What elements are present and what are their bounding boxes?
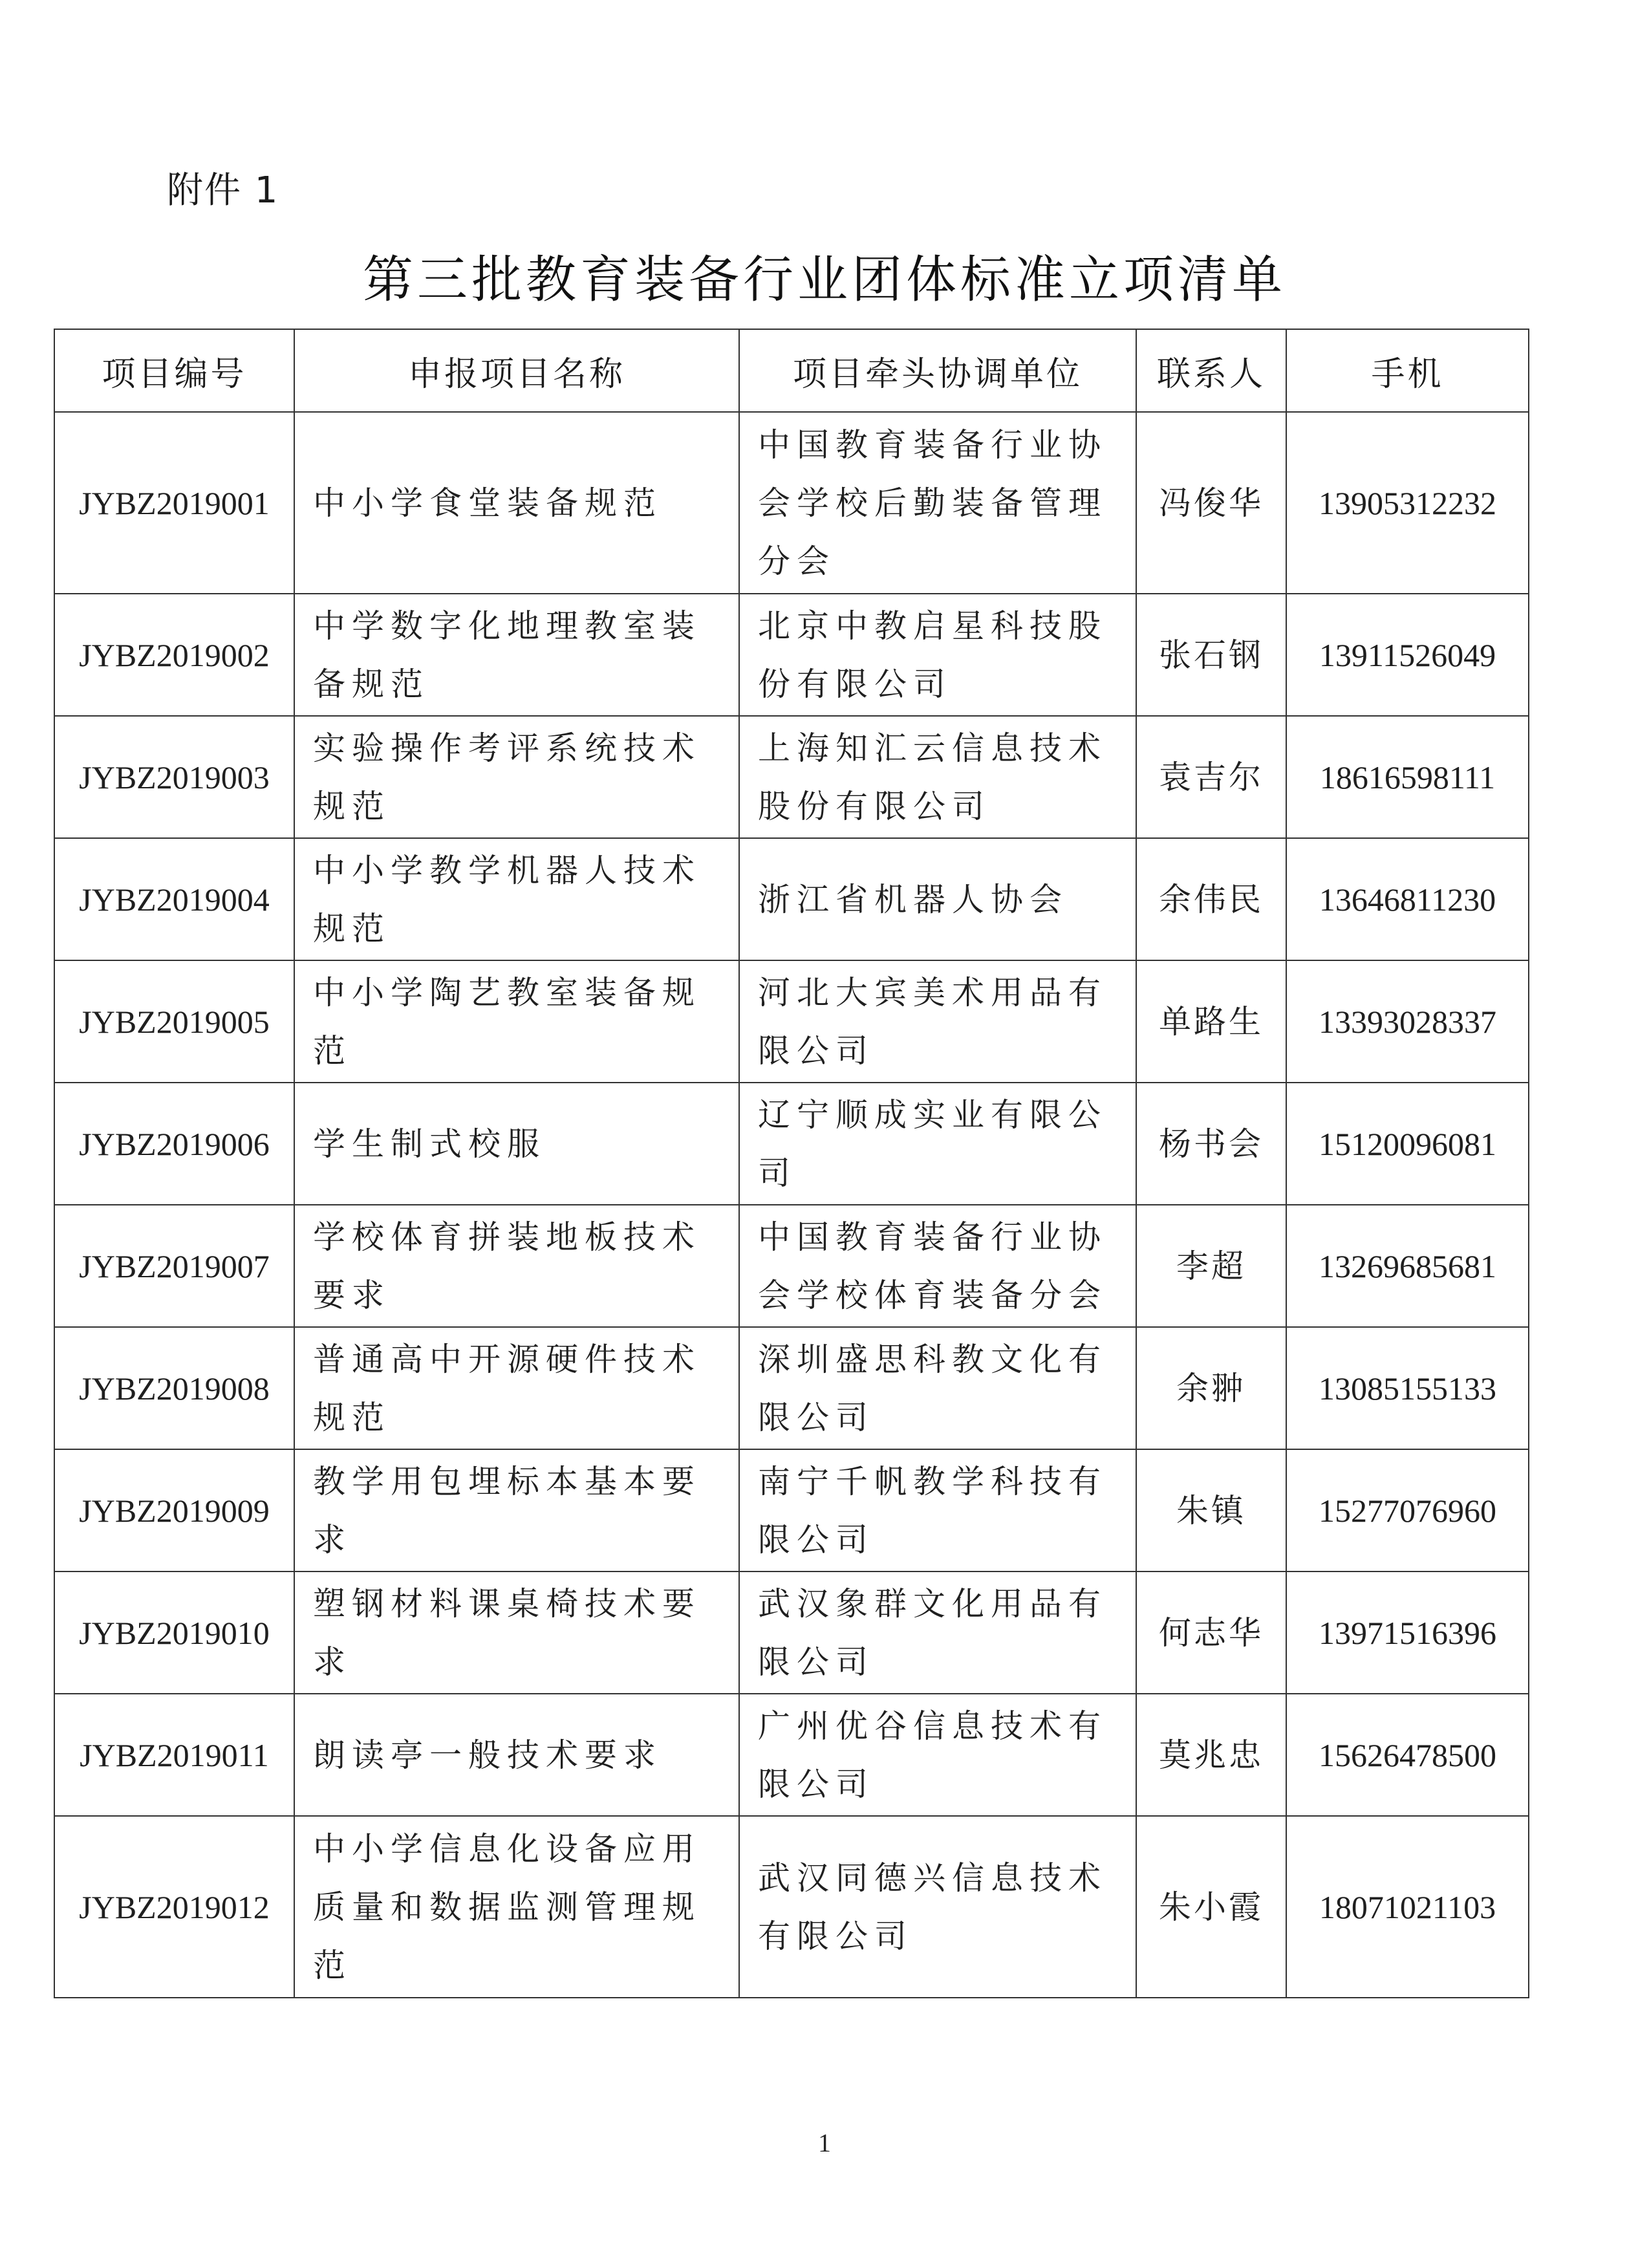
- header-lead-unit: 项目牵头协调单位: [739, 329, 1136, 412]
- project-name: 学校体育拼装地板技术要求: [294, 1205, 739, 1327]
- attachment-label: 附件 1: [167, 169, 279, 211]
- table-row: [54, 716, 1529, 838]
- header-project-name: 申报项目名称: [294, 329, 739, 412]
- lead-unit: 上海知汇云信息技术股份有限公司: [739, 716, 1136, 838]
- table-row: [54, 594, 1529, 716]
- project-name: 教学用包埋标本基本要求: [294, 1449, 739, 1571]
- contact-person: 莫兆忠: [1136, 1694, 1286, 1816]
- phone-number: 13911526049: [1286, 594, 1529, 716]
- contact-person: 单路生: [1136, 960, 1286, 1083]
- table-row: [54, 412, 1529, 594]
- contact-person: 杨书会: [1136, 1083, 1286, 1205]
- page-title: 第三批教育装备行业团体标准立项清单: [362, 251, 1286, 309]
- phone-number: 15277076960: [1286, 1449, 1529, 1571]
- project-name: 中小学信息化设备应用质量和数据监测管理规范: [294, 1816, 739, 1998]
- phone-number: 18071021103: [1286, 1816, 1529, 1998]
- phone-number: 13905312232: [1286, 412, 1529, 594]
- table-header-row: [54, 329, 1529, 412]
- project-id: JYBZ2019002: [54, 594, 294, 716]
- project-id: JYBZ2019011: [54, 1694, 294, 1816]
- project-id: JYBZ2019004: [54, 838, 294, 960]
- project-name: 中小学陶艺教室装备规范: [294, 960, 739, 1083]
- project-id: JYBZ2019010: [54, 1571, 294, 1694]
- lead-unit: 浙江省机器人协会: [739, 838, 1136, 960]
- project-id: JYBZ2019005: [54, 960, 294, 1083]
- project-id: JYBZ2019009: [54, 1449, 294, 1571]
- project-name: 中小学食堂装备规范: [294, 412, 739, 594]
- project-name: 中小学教学机器人技术规范: [294, 838, 739, 960]
- lead-unit: 武汉同德兴信息技术有限公司: [739, 1816, 1136, 1998]
- phone-number: 18616598111: [1286, 716, 1529, 838]
- page-number: 1: [818, 2128, 831, 2157]
- lead-unit: 武汉象群文化用品有限公司: [739, 1571, 1136, 1694]
- project-table: [54, 329, 1529, 1998]
- header-contact: 联系人: [1136, 329, 1286, 412]
- lead-unit: 北京中教启星科技股份有限公司: [739, 594, 1136, 716]
- project-id: JYBZ2019007: [54, 1205, 294, 1327]
- project-name: 普通高中开源硬件技术规范: [294, 1327, 739, 1449]
- contact-person: 余伟民: [1136, 838, 1286, 960]
- phone-number: 13085155133: [1286, 1327, 1529, 1449]
- header-project-id: 项目编号: [54, 329, 294, 412]
- project-id: JYBZ2019001: [54, 412, 294, 594]
- table-row: [54, 1327, 1529, 1449]
- table-row: [54, 1205, 1529, 1327]
- lead-unit: 中国教育装备行业协会学校体育装备分会: [739, 1205, 1136, 1327]
- lead-unit: 河北大宾美术用品有限公司: [739, 960, 1136, 1083]
- phone-number: 13971516396: [1286, 1571, 1529, 1694]
- lead-unit: 中国教育装备行业协会学校后勤装备管理分会: [739, 412, 1136, 594]
- header-phone: 手机: [1286, 329, 1529, 412]
- table-row: [54, 1449, 1529, 1571]
- project-name: 朗读亭一般技术要求: [294, 1694, 739, 1816]
- phone-number: 15120096081: [1286, 1083, 1529, 1205]
- table-row: [54, 838, 1529, 960]
- phone-number: 13269685681: [1286, 1205, 1529, 1327]
- table-row: [54, 1694, 1529, 1816]
- lead-unit: 深圳盛思科教文化有限公司: [739, 1327, 1136, 1449]
- project-id: JYBZ2019003: [54, 716, 294, 838]
- table-row: [54, 960, 1529, 1083]
- project-name: 中学数字化地理教室装备规范: [294, 594, 739, 716]
- project-name: 塑钢材料课桌椅技术要求: [294, 1571, 739, 1694]
- contact-person: 冯俊华: [1136, 412, 1286, 594]
- contact-person: 余翀: [1136, 1327, 1286, 1449]
- phone-number: 15626478500: [1286, 1694, 1529, 1816]
- project-id: JYBZ2019008: [54, 1327, 294, 1449]
- lead-unit: 广州优谷信息技术有限公司: [739, 1694, 1136, 1816]
- table-row: [54, 1816, 1529, 1998]
- phone-number: 13393028337: [1286, 960, 1529, 1083]
- contact-person: 张石钢: [1136, 594, 1286, 716]
- contact-person: 朱小霞: [1136, 1816, 1286, 1998]
- lead-unit: 辽宁顺成实业有限公司: [739, 1083, 1136, 1205]
- phone-number: 13646811230: [1286, 838, 1529, 960]
- table-row: [54, 1571, 1529, 1694]
- project-id: JYBZ2019006: [54, 1083, 294, 1205]
- project-name: 学生制式校服: [294, 1083, 739, 1205]
- contact-person: 李超: [1136, 1205, 1286, 1327]
- project-id: JYBZ2019012: [54, 1816, 294, 1998]
- project-name: 实验操作考评系统技术规范: [294, 716, 739, 838]
- table-row: [54, 1083, 1529, 1205]
- lead-unit: 南宁千帆教学科技有限公司: [739, 1449, 1136, 1571]
- contact-person: 袁吉尔: [1136, 716, 1286, 838]
- contact-person: 朱镇: [1136, 1449, 1286, 1571]
- contact-person: 何志华: [1136, 1571, 1286, 1694]
